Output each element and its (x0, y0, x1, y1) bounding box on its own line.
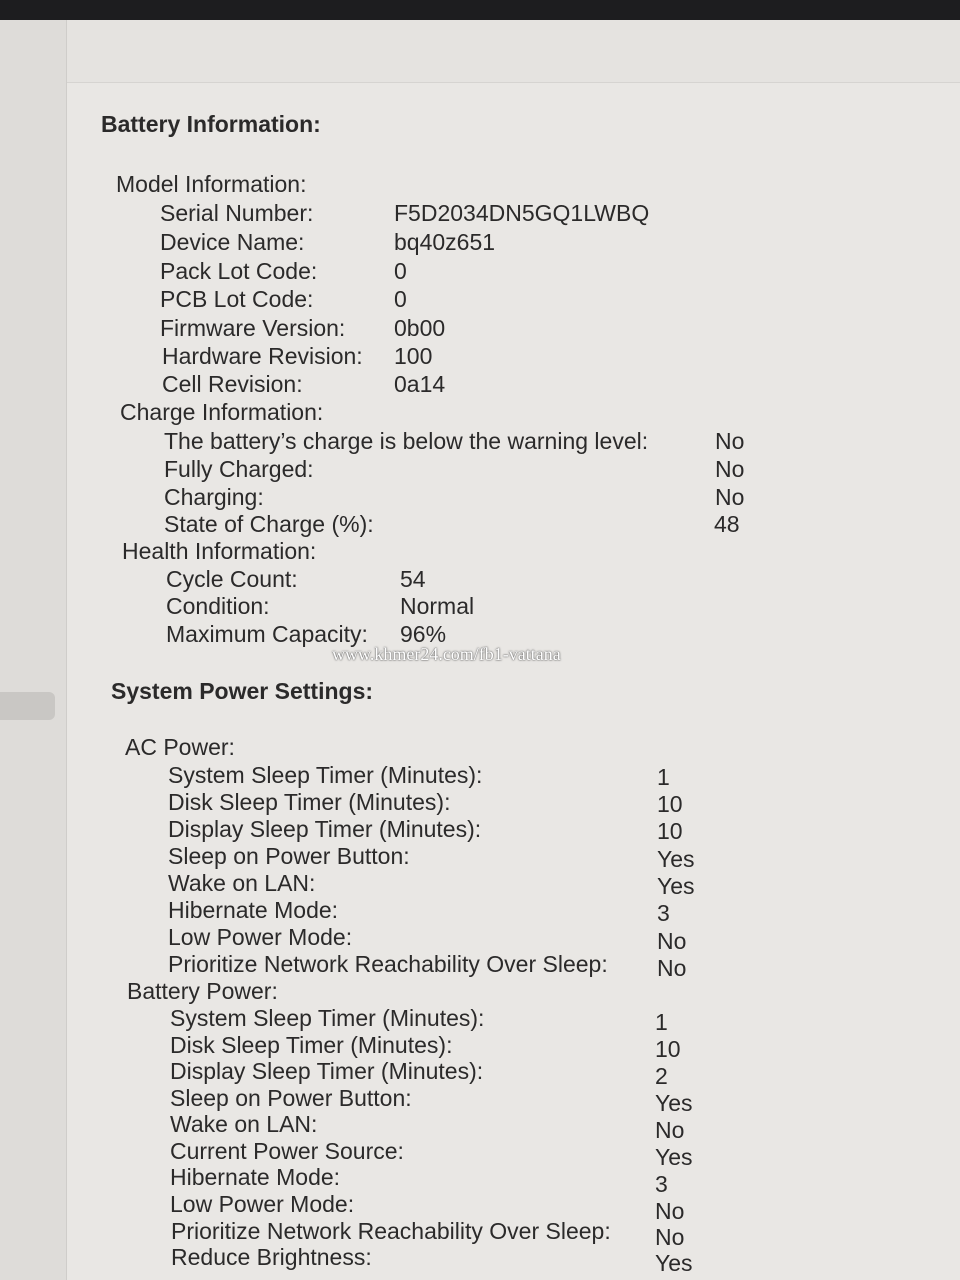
row-label: Wake on LAN: (168, 870, 316, 896)
row-label: Cycle Count: (166, 566, 298, 592)
battery-info-title: Battery Information: (101, 111, 321, 137)
row-value: 10 (657, 791, 683, 817)
row-label: Maximum Capacity: (166, 621, 368, 647)
sidebar-selected-item[interactable] (0, 692, 55, 720)
row-value: 1 (655, 1009, 668, 1035)
row-value: 0b00 (394, 315, 446, 341)
ac-power-heading: AC Power: (125, 734, 235, 760)
model-info-heading: Model Information: (116, 171, 307, 197)
row-label: Fully Charged: (164, 456, 314, 482)
row-value: No (655, 1198, 685, 1224)
row-label: Low Power Mode: (170, 1191, 355, 1217)
watermark-text: www.khmer24.com/fb1-vattana (332, 644, 561, 664)
row-label: Charging: (164, 484, 264, 510)
row-label: Serial Number: (160, 200, 314, 226)
row-label: Prioritize Network Reachability Over Sleep: (171, 1218, 611, 1244)
row-value: 10 (655, 1036, 681, 1062)
row-value: 3 (657, 900, 670, 926)
row-value: No (655, 1117, 685, 1143)
row-value: 3 (655, 1171, 668, 1197)
row-label: Low Power Mode: (168, 924, 353, 950)
screen-bezel (0, 0, 960, 20)
row-label: Condition: (166, 593, 270, 619)
report-content (67, 83, 960, 1280)
row-value: 10 (657, 818, 683, 844)
row-label: Pack Lot Code: (160, 258, 318, 284)
charge-info-heading: Charge Information: (120, 399, 324, 425)
row-value: Yes (657, 873, 695, 899)
row-label: Display Sleep Timer (Minutes): (168, 816, 482, 842)
row-label: Hardware Revision: (162, 343, 363, 369)
row-label: Cell Revision: (162, 371, 303, 397)
row-value: Yes (655, 1144, 693, 1170)
power-settings-title: System Power Settings: (111, 678, 374, 704)
row-value: No (715, 484, 745, 510)
row-value: bq40z651 (394, 229, 496, 255)
row-label: Display Sleep Timer (Minutes): (170, 1058, 484, 1084)
row-value: No (655, 1224, 685, 1250)
row-label: System Sleep Timer (Minutes): (170, 1005, 485, 1031)
row-label: Wake on LAN: (170, 1111, 318, 1137)
health-info-heading: Health Information: (122, 538, 317, 564)
row-value: No (657, 928, 687, 954)
row-label: Prioritize Network Reachability Over Sleep: (168, 951, 608, 977)
row-value: 0a14 (394, 371, 446, 397)
battery-power-heading: Battery Power: (127, 978, 278, 1004)
row-label: Disk Sleep Timer (Minutes): (168, 789, 451, 815)
row-value: 48 (714, 511, 740, 537)
row-value: No (657, 955, 687, 981)
row-label: Firmware Version: (160, 315, 346, 341)
row-value: 2 (655, 1063, 668, 1089)
row-label: System Sleep Timer (Minutes): (168, 762, 483, 788)
row-value: Yes (655, 1250, 693, 1276)
row-label: Disk Sleep Timer (Minutes): (170, 1032, 453, 1058)
row-value: 0 (394, 258, 407, 284)
row-value: Yes (657, 846, 695, 872)
row-value: No (715, 428, 745, 454)
row-label: Hibernate Mode: (168, 897, 339, 923)
row-value: No (715, 456, 745, 482)
row-label: Sleep on Power Button: (168, 843, 410, 869)
row-label: The battery’s charge is below the warning level: (164, 428, 649, 454)
row-value: F5D2034DN5GQ1LWBQ (394, 200, 650, 226)
row-value: Normal (400, 593, 475, 619)
row-label: Device Name: (160, 229, 305, 255)
row-label: Reduce Brightness: (171, 1244, 372, 1270)
row-label: PCB Lot Code: (160, 286, 314, 312)
row-label: Sleep on Power Button: (170, 1085, 412, 1111)
row-value: 1 (657, 764, 670, 790)
sidebar (0, 20, 67, 1280)
row-value: 100 (394, 343, 433, 369)
row-label: Current Power Source: (170, 1138, 404, 1164)
row-value: 96% (400, 621, 447, 647)
row-value: 0 (394, 286, 407, 312)
row-value: 54 (400, 566, 426, 592)
row-label: State of Charge (%): (164, 511, 374, 537)
row-label: Hibernate Mode: (170, 1164, 341, 1190)
window-top-strip (67, 20, 960, 83)
row-value: Yes (655, 1090, 693, 1116)
